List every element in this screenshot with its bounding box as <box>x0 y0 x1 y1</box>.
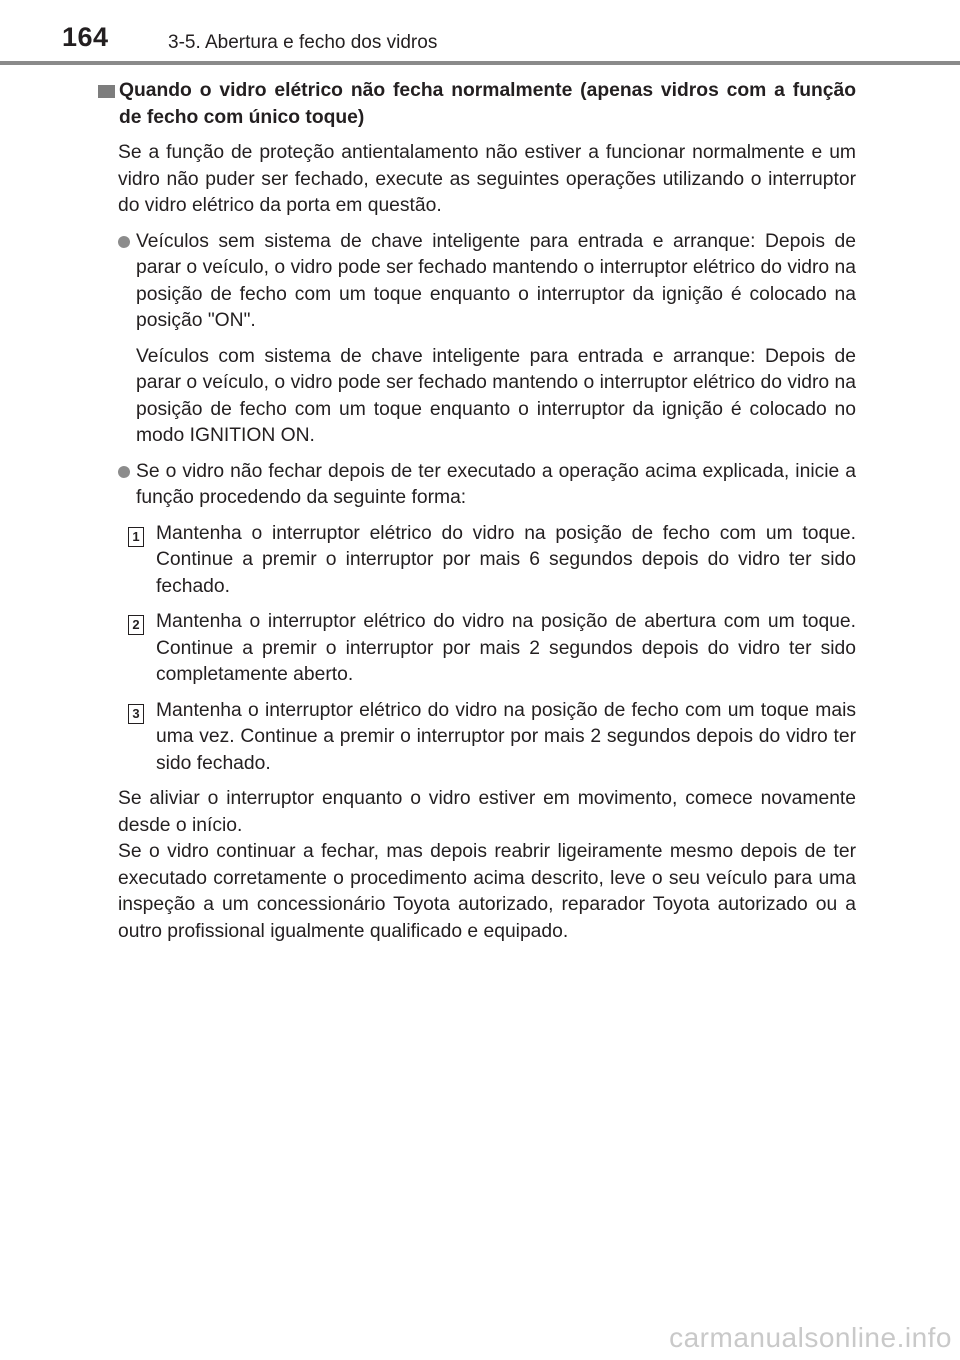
round-bullet-icon <box>118 466 130 478</box>
bullet-text: Veículos sem sistema de chave inteligente para entrada e arranque: Depois de parar o veículo, o vidro pode ser fechado mantendo o interruptor elétrico do vidro na posição de fecho com um toque enquanto o interruptor da ignição é colocado na posição "ON". <box>136 230 856 331</box>
step-item <box>128 521 856 601</box>
step-text: Mantenha o interruptor elétrico do vidro na posição de abertura com um toque. Continue a premir o interruptor por mais 2 segundos depois do vidro ter sido completamente aberto. <box>156 611 856 685</box>
watermark: carmanualsonline.info <box>669 1322 952 1353</box>
bullet-item <box>118 459 856 512</box>
closing-paragraph: Se o vidro continuar a fechar, mas depois reabrir ligeiramente mesmo depois de ter executado corretamente o procedimento acima descrito, leve o seu veículo para uma inspeção a um concessionário Toyota autorizado, reparador Toyota autorizado ou a outro profissional igualmente qualificado e equipado. <box>118 841 856 942</box>
closing-paragraph: Se aliviar o interruptor enquanto o vidro estiver em movimento, comece novamente desde o início. <box>118 788 856 836</box>
round-bullet-icon <box>118 236 130 248</box>
section-heading <box>96 78 856 131</box>
main-content <box>96 78 856 945</box>
step-item <box>128 698 856 778</box>
step-text: Mantenha o interruptor elétrico do vidro na posição de fecho com um toque. Continue a premir o interruptor por mais 6 segundos depois do vidro ter sido fechado. <box>156 522 856 597</box>
step-item <box>128 609 856 689</box>
step-number-badge: 1 <box>128 527 144 547</box>
page-number: 164 <box>62 22 109 52</box>
step-number-badge: 3 <box>128 704 144 724</box>
step-number-badge: 2 <box>128 615 144 635</box>
square-bullet-icon <box>98 85 115 98</box>
header-divider <box>0 61 960 65</box>
section-title: 3-5. Abertura e fecho dos vidros <box>168 32 438 53</box>
bullet-continuation: Veículos com sistema de chave inteligente para entrada e arranque: Depois de parar o veículo, o vidro pode ser fechado mantendo o interruptor elétrico do vidro na posição de fecho com um toque enquanto o interruptor da ignição é colocado no modo IGNITION ON. <box>136 345 856 446</box>
bullet-text: Se o vidro não fechar depois de ter executado a operação acima explicada, inicie a função procedendo da seguinte forma: <box>136 460 856 508</box>
intro-paragraph: Se a função de proteção antientalamento não estiver a funcionar normalmente e um vidro não puder ser fechado, execute as seguintes operações utilizando o interruptor do vidro elétrico da porta em questão. <box>118 142 856 216</box>
page-header <box>0 0 960 66</box>
bullet-item <box>118 229 856 335</box>
heading-text: Quando o vidro elétrico não fecha normalmente (apenas vidros com a função de fecho com único toque) <box>119 80 856 128</box>
step-text: Mantenha o interruptor elétrico do vidro na posição de fecho com um toque mais uma vez. Continue a premir o interruptor por mais 2 segundos depois do vidro ter sido fechado. <box>156 699 856 774</box>
